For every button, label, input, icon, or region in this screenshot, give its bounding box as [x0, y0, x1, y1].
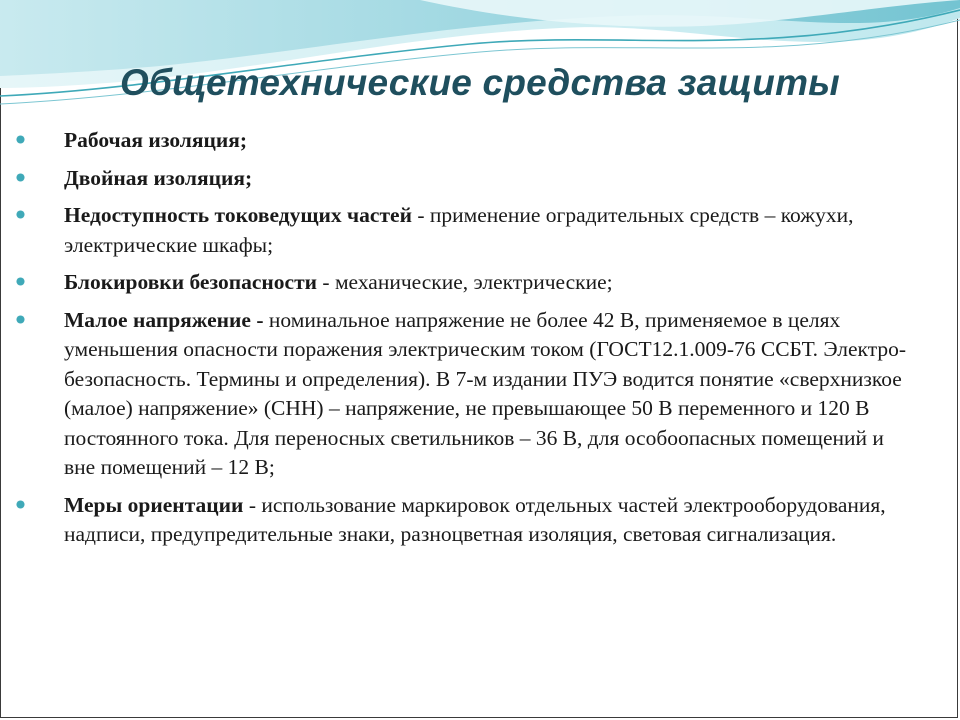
bullet-dot-icon: [16, 135, 25, 144]
bullet-dot-icon: [16, 277, 25, 286]
bullet-dot-icon: [16, 173, 25, 182]
bullet-term: Блокировки безопасности: [64, 270, 318, 294]
bullet-dot-icon: [16, 210, 25, 219]
list-item: [16, 306, 916, 483]
bullet-text: - применение оградительных средств – кожухи, электрические шкафы;: [64, 203, 854, 257]
list-item: [16, 201, 916, 260]
bullet-term: Недоступность токоведущих частей: [64, 203, 412, 227]
bullet-term: Двойная изоляция;: [64, 165, 253, 190]
list-item: [16, 268, 916, 298]
bullet-text: - использование маркировок отдельных частей электрооборудования, надписи, предупредительные знаки, разноцветная изоляция, световая сигнализация.: [64, 492, 886, 546]
bullet-text: - механические, электрические;: [317, 270, 613, 294]
slide-title: Общетехнические средства защиты: [120, 62, 840, 103]
bullet-dot-icon: [16, 500, 25, 509]
list-item: [16, 491, 916, 550]
bullet-term: Рабочая изоляция;: [64, 128, 248, 152]
list-item: [16, 164, 916, 194]
list-item: [16, 126, 916, 156]
bullet-text: номинальное напряжение не более 42 В, применяемое в целях уменьшения опасности поражения электрическим током (ГОСТ12.1.009-76 ССБТ. Электро-безопасность. Термины и определения). В 7-м издании ПУЭ водится понятие «сверхнизкое (малое) напряжение» (СНН) – напряжение, не превышающее 50 В переменного и 120 В постоянного тока. Для переносных светильников – 36 В, для особоопасных помещений и вне помещений – 12 В;: [64, 307, 907, 479]
bullet-term: Малое напряжение -: [64, 307, 264, 332]
bullet-list: [16, 126, 916, 558]
bullet-term: Меры ориентации: [64, 492, 244, 517]
bullet-dot-icon: [16, 315, 25, 324]
